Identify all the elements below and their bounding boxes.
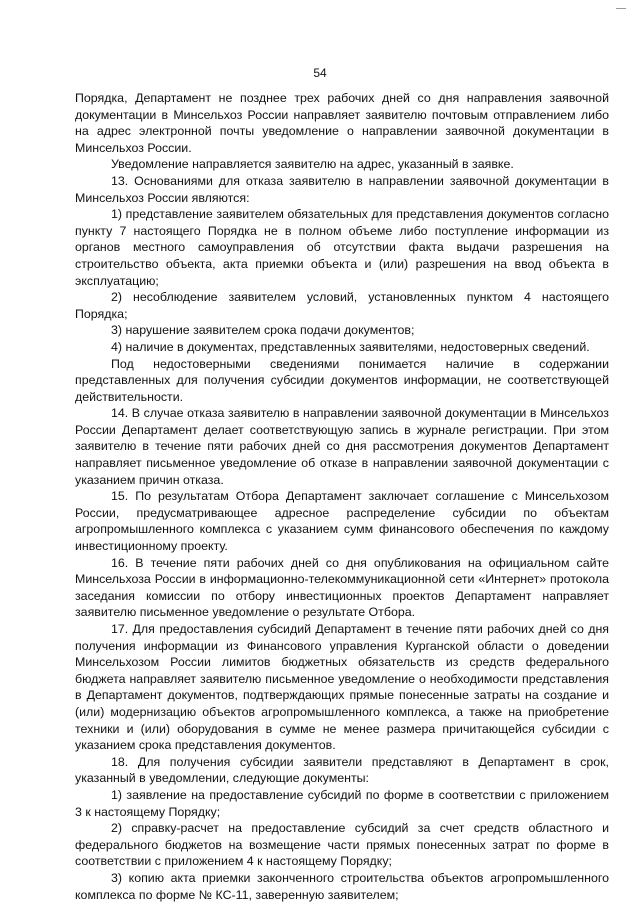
paragraph: 2) несоблюдение заявителем условий, установленных пунктом 4 настоящего Порядка; xyxy=(75,290,609,321)
paragraph: Уведомление направляется заявителю на адрес, указанный в заявке. xyxy=(111,157,514,172)
paragraph: 1) представление заявителем обязательных для представления документов согласно пункту 7 настоящего Порядка не в полном объеме либо поступление информации из органов местного самоуправления об отсутствии факта выдачи разрешения на строительство объекта, акта приемки объекта и (или) разрешения на ввод объекта в эксплуатацию; xyxy=(75,207,609,288)
paragraph: 17. Для предоставления субсидий Департамент в течение пяти рабочих дней со дня получения информации из Финансового управления Курганской области о доведении Минсельхозом России лимитов бюджетных обязательств из средств федерального бюджета направляет заявителю письменное уведомление о необходимости представления в Департамент документов, подтверждающих прямые понесенные затраты на создание и (или) модернизацию объектов агропромышленного комплекса, а также на приобретение техники и (или) оборудования в сумме не менее размера причитающейся субсидии с указанием срока представления документов. xyxy=(75,622,609,753)
paragraph: 2) справку-расчет на предоставление субсидий за счет средств областного и федерального бюджетов на возмещение части прямых понесенных затрат по форме в соответствии с приложением 4 к настоящему Порядку; xyxy=(75,821,609,869)
document-body xyxy=(75,90,609,903)
paragraph: 18. Для получения субсидии заявители представляют в Департамент в срок, указанный в уведомлении, следующие документы: xyxy=(75,754,609,786)
paragraph: 16. В течение пяти рабочих дней со дня опубликования на официальном сайте Минсельхоза России в информационно-телекоммуникационной сети «Интернет» протокола заседания комиссии по отбору инвестиционных проектов Департамент направляет заявителю письменное уведомление о результате Отбора. xyxy=(75,555,609,620)
paragraph: 13. Основаниями для отказа заявителю в направлении заявочной документации в Минсельхоз России являются: xyxy=(75,173,609,205)
paragraph: 1) заявление на предоставление субсидий по форме в соответствии с приложением 3 к настоящему Порядку; xyxy=(75,787,609,819)
paragraph: Порядка, Департамент не позднее трех рабочих дней со дня направления заявочной документации в Минсельхоз России направляет заявителю почтовым отправлением либо на адрес электронной почты уведомление о направлении заявочной документации в Минсельхоз России. xyxy=(75,91,609,155)
paragraph: Под недостоверными сведениями понимается наличие в содержании представленных для получения субсидии документов информации, не соответствующей действительности. xyxy=(75,356,609,404)
paragraph: 3) копию акта приемки законченного строительства объектов агропромышленного комплекса по форме № КС-11, заверенную заявителем; xyxy=(75,870,609,902)
page-number: 54 xyxy=(313,66,327,80)
corner-mark xyxy=(616,8,626,9)
paragraph: 4) наличие в документах, представленных заявителями, недостоверных сведений. xyxy=(111,339,590,354)
paragraph: 14. В случае отказа заявителю в направлении заявочной документации в Минсельхоз России Департамент делает соответствующую запись в журнале регистрации. При этом заявителю в течение пяти рабочих дней со дня рассмотрения документов Департамент направляет письменное уведомление об отказе в направлении заявочной документации с указанием причин отказа. xyxy=(75,406,609,487)
paragraph: 3) нарушение заявителем срока подачи документов; xyxy=(111,323,415,338)
paragraph: 15. По результатам Отбора Департамент заключает соглашение с Минсельхозом России, предусматривающее адресное распределение субсидии по объектам агропромышленного комплекса с указанием сумм финансового обеспечения по каждому инвестиционному проекту. xyxy=(75,489,609,554)
